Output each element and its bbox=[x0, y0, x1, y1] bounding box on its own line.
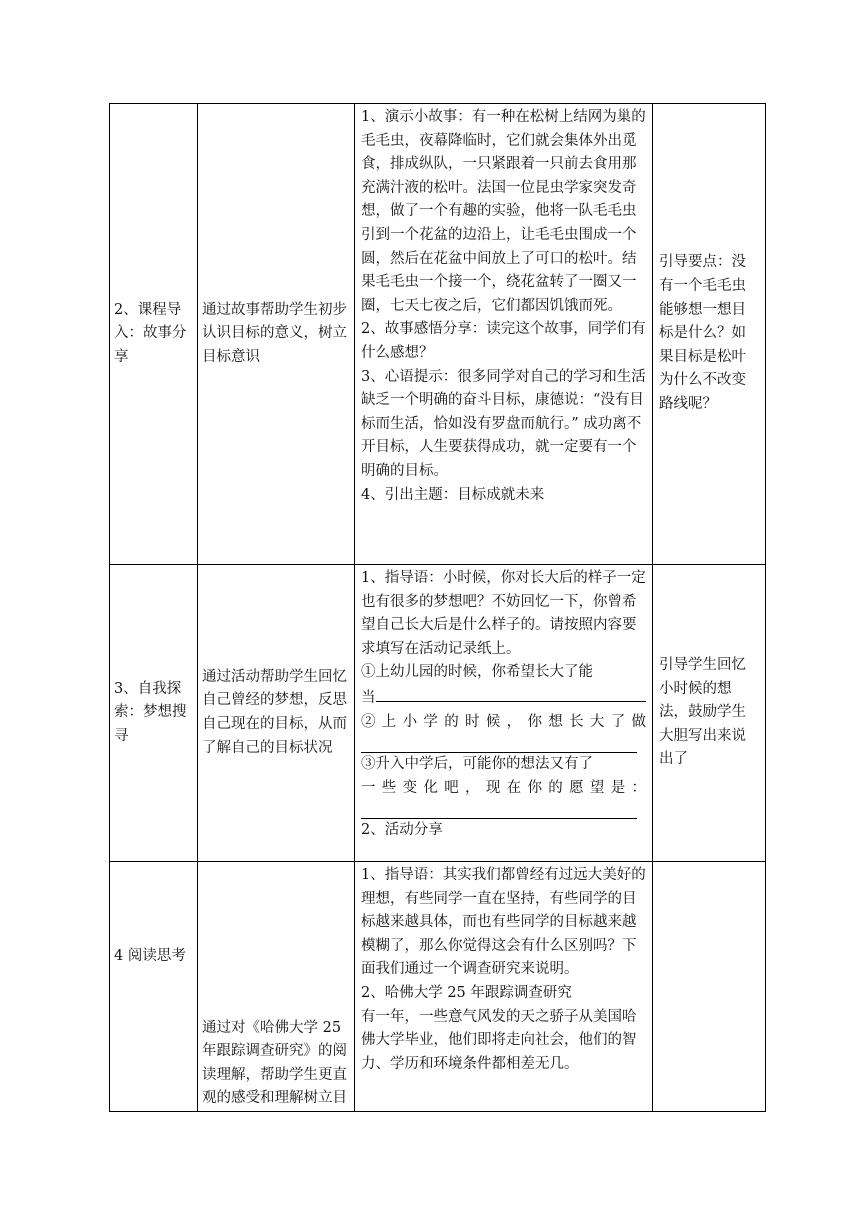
content-paragraph bbox=[361, 685, 646, 711]
table-row bbox=[110, 565, 766, 862]
goal-cell: 通过故事帮助学生初步认识目标的意义，树立目标意识 bbox=[198, 104, 355, 565]
content-paragraph: 1、指导语：小时候，你对长大后的样子一定也有很多的梦想吧？不妨回忆一下，你曾希望自己长大后是什么样子的。请按照内容要求填写在活动记录纸上。 bbox=[361, 570, 646, 657]
content-paragraph: 一些变化吧，现在你的愿望是： bbox=[361, 779, 646, 796]
goal-cell: 通过活动帮助学生回忆自己曾经的梦想，反思自己现在的目标，从而了解自己的目标状况 bbox=[198, 565, 355, 862]
content-cell bbox=[355, 862, 653, 1112]
table-row bbox=[110, 104, 766, 565]
content-paragraph: ②上小学的时候，你想长大了做 bbox=[361, 713, 646, 730]
question-text: 当 bbox=[361, 689, 376, 706]
content-paragraph: 3、心语提示：很多同学对自己的学习和生活缺乏一个明确的奋斗目标，康德说：“没有目标而生活，恰如没有罗盘而航行。” 成功离不开目标，人生要获得成功，就一定要有一个明确的目标。 bbox=[361, 368, 646, 479]
content-paragraph: 有一年，一些意气风发的天之骄子从美国哈佛大学毕业，他们即将走向社会，他们的智力、学历和环境条件都相差无几。 bbox=[361, 1008, 637, 1072]
answer-blank[interactable] bbox=[376, 685, 646, 702]
content-paragraph: 2、故事感悟分享：读完这个故事，同学们有什么感想？ bbox=[361, 321, 646, 361]
content-paragraph: 1、指导语：其实我们都曾经有过远大美好的理想，有些同学一直在坚持，有些同学的目标越来越具体，而也有些同学的目标越来越模糊了，那么你觉得这会有什么区别吗？下面我们通过一个调查研究来说明。 bbox=[361, 867, 646, 978]
goal-cell: 通过对《哈佛大学 25 年跟踪调查研究》的阅读理解，帮助学生更直观的感受和理解树立目 bbox=[198, 862, 355, 1112]
answer-blank[interactable] bbox=[361, 800, 637, 819]
content-cell bbox=[355, 104, 653, 565]
step-cell: 2、课程导入：故事分享 bbox=[110, 104, 198, 565]
content-paragraph: 1、演示小故事：有一种在松树上结网为巢的毛毛虫，夜幕降临时，它们就会集体外出觅食，排成纵队，一只紧跟着一只前去食用那充满汁液的松叶。法国一位昆虫学家突发奇想，做了一个有趣的实验，他将一队毛毛虫引到一个花盆的边沿上，让毛毛虫围成一个圆，然后在花盆中间放上了可口的松叶。结果毛毛虫一个接一个，绕花盆转了一圈又一圈，七天七夜之后，它们都因饥饿而死。 bbox=[361, 109, 646, 314]
step-cell: 3、自我探索：梦想搜寻 bbox=[110, 565, 198, 862]
answer-blank[interactable] bbox=[361, 734, 637, 753]
table-row bbox=[110, 862, 766, 1112]
guide-cell: 引导要点：没有一个毛毛虫能够想一想目标是什么？如果目标是松叶为什么不改变路线呢？ bbox=[653, 104, 766, 565]
guide-cell bbox=[653, 862, 766, 1112]
content-paragraph: ①上幼儿园的时候，你希望长大了能 bbox=[361, 664, 593, 681]
step-cell: 4 阅读思考 bbox=[110, 862, 198, 1112]
content-cell bbox=[355, 565, 653, 862]
content-paragraph: 2、哈佛大学 25 年跟踪调查研究 bbox=[361, 984, 572, 1001]
content-paragraph: 4、引出主题：目标成就未来 bbox=[361, 486, 545, 503]
guide-cell: 引导学生回忆小时候的想法，鼓励学生大胆写出来说出了 bbox=[653, 565, 766, 862]
content-paragraph: 2、活动分享 bbox=[361, 822, 443, 839]
content-paragraph: ③升入中学后，可能你的想法又有了 bbox=[361, 756, 593, 773]
lesson-plan-table bbox=[109, 103, 766, 1112]
